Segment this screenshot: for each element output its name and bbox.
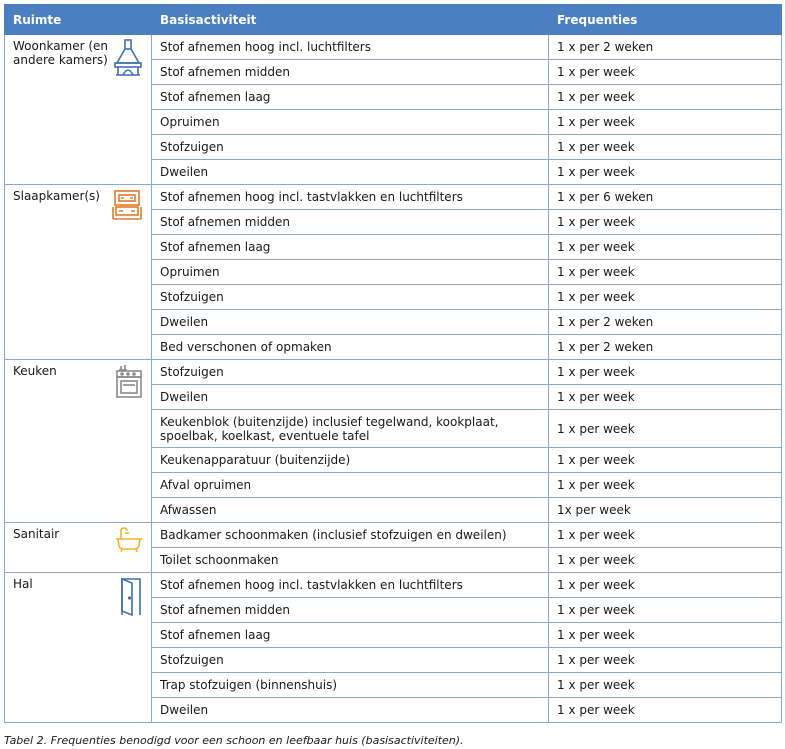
activity-cell: Stofzuigen [152,648,549,673]
frequency-cell: 1 x per week [549,360,782,385]
table-header-row [5,5,782,35]
activity-cell: Opruimen [152,260,549,285]
frequency-cell: 1 x per 2 weken [549,310,782,335]
room-name: Sanitair [13,527,60,541]
bed-icon [111,189,143,223]
activity-cell: Toilet schoonmaken [152,548,549,573]
frequency-cell: 1 x per 2 weken [549,335,782,360]
activity-cell: Stof afnemen laag [152,235,549,260]
activity-cell: Trap stofzuigen (binnenshuis) [152,673,549,698]
frequency-cell: 1 x per week [549,110,782,135]
frequency-cell: 1 x per week [549,548,782,573]
activity-cell: Stof afnemen hoog incl. tastvlakken en luchtfilters [152,185,549,210]
activity-cell: Stof afnemen laag [152,85,549,110]
frequency-cell: 1 x per week [549,235,782,260]
activity-cell: Dweilen [152,698,549,723]
activity-cell: Dweilen [152,160,549,185]
bathtub-icon [115,527,143,553]
header-room: Ruimte [5,5,152,35]
header-frequency: Frequenties [549,5,782,35]
room-cell-slaapkamer [5,185,152,360]
activity-cell: Stofzuigen [152,135,549,160]
table-row [5,185,782,210]
activity-cell: Keukenapparatuur (buitenzijde) [152,448,549,473]
frequency-cell: 1 x per week [549,648,782,673]
room-name: Woonkamer (en andere kamers) [13,39,109,67]
frequency-cell: 1 x per week [549,573,782,598]
frequency-cell: 1 x per week [549,673,782,698]
activity-cell: Stofzuigen [152,360,549,385]
activity-cell: Dweilen [152,310,549,335]
stove-icon [115,364,143,400]
frequency-cell: 1 x per 6 weken [549,185,782,210]
frequency-cell: 1 x per week [549,160,782,185]
frequency-cell: 1 x per week [549,60,782,85]
table-caption: Tabel 2. Frequenties benodigd voor een schoon en leefbaar huis (basisactiviteiten). [4,734,464,747]
range-hood-icon [113,39,143,77]
activity-cell: Afval opruimen [152,473,549,498]
table-row [5,35,782,60]
room-cell-sanitair [5,523,152,573]
room-cell-hal [5,573,152,723]
room-name: Keuken [13,364,57,378]
frequency-cell: 1 x per week [549,285,782,310]
activity-cell: Stof afnemen midden [152,60,549,85]
frequency-cell: 1 x per week [549,260,782,285]
room-cell-keuken [5,360,152,523]
frequency-cell: 1 x per week [549,385,782,410]
frequency-cell: 1 x per week [549,698,782,723]
frequency-cell: 1 x per 2 weken [549,35,782,60]
activity-cell: Dweilen [152,385,549,410]
activity-cell: Stofzuigen [152,285,549,310]
frequency-cell: 1 x per week [549,210,782,235]
frequency-cell: 1 x per week [549,448,782,473]
activity-cell: Bed verschonen of opmaken [152,335,549,360]
frequency-cell: 1 x per week [549,410,782,448]
table-row [5,523,782,548]
frequency-cell: 1x per week [549,498,782,523]
table-row [5,573,782,598]
frequency-cell: 1 x per week [549,135,782,160]
frequency-cell: 1 x per week [549,598,782,623]
frequency-table [4,4,782,723]
activity-cell: Stof afnemen hoog incl. tastvlakken en luchtfilters [152,573,549,598]
activity-cell: Stof afnemen midden [152,210,549,235]
room-name: Hal [13,577,33,591]
frequency-cell: 1 x per week [549,85,782,110]
activity-cell: Badkamer schoonmaken (inclusief stofzuigen en dweilen) [152,523,549,548]
activity-cell: Stof afnemen midden [152,598,549,623]
activity-cell: Afwassen [152,498,549,523]
activity-cell: Stof afnemen laag [152,623,549,648]
door-icon [119,577,143,617]
activity-cell: Keukenblok (buitenzijde) inclusief tegelwand, kookplaat, spoelbak, koelkast, eventuele tafel [152,410,549,448]
table-row [5,360,782,385]
activity-cell: Opruimen [152,110,549,135]
header-activity: Basisactiviteit [152,5,549,35]
room-name: Slaapkamer(s) [13,189,100,203]
frequency-cell: 1 x per week [549,623,782,648]
activity-cell: Stof afnemen hoog incl. luchtfilters [152,35,549,60]
frequency-cell: 1 x per week [549,473,782,498]
frequency-cell: 1 x per week [549,523,782,548]
room-cell-woonkamer [5,35,152,185]
